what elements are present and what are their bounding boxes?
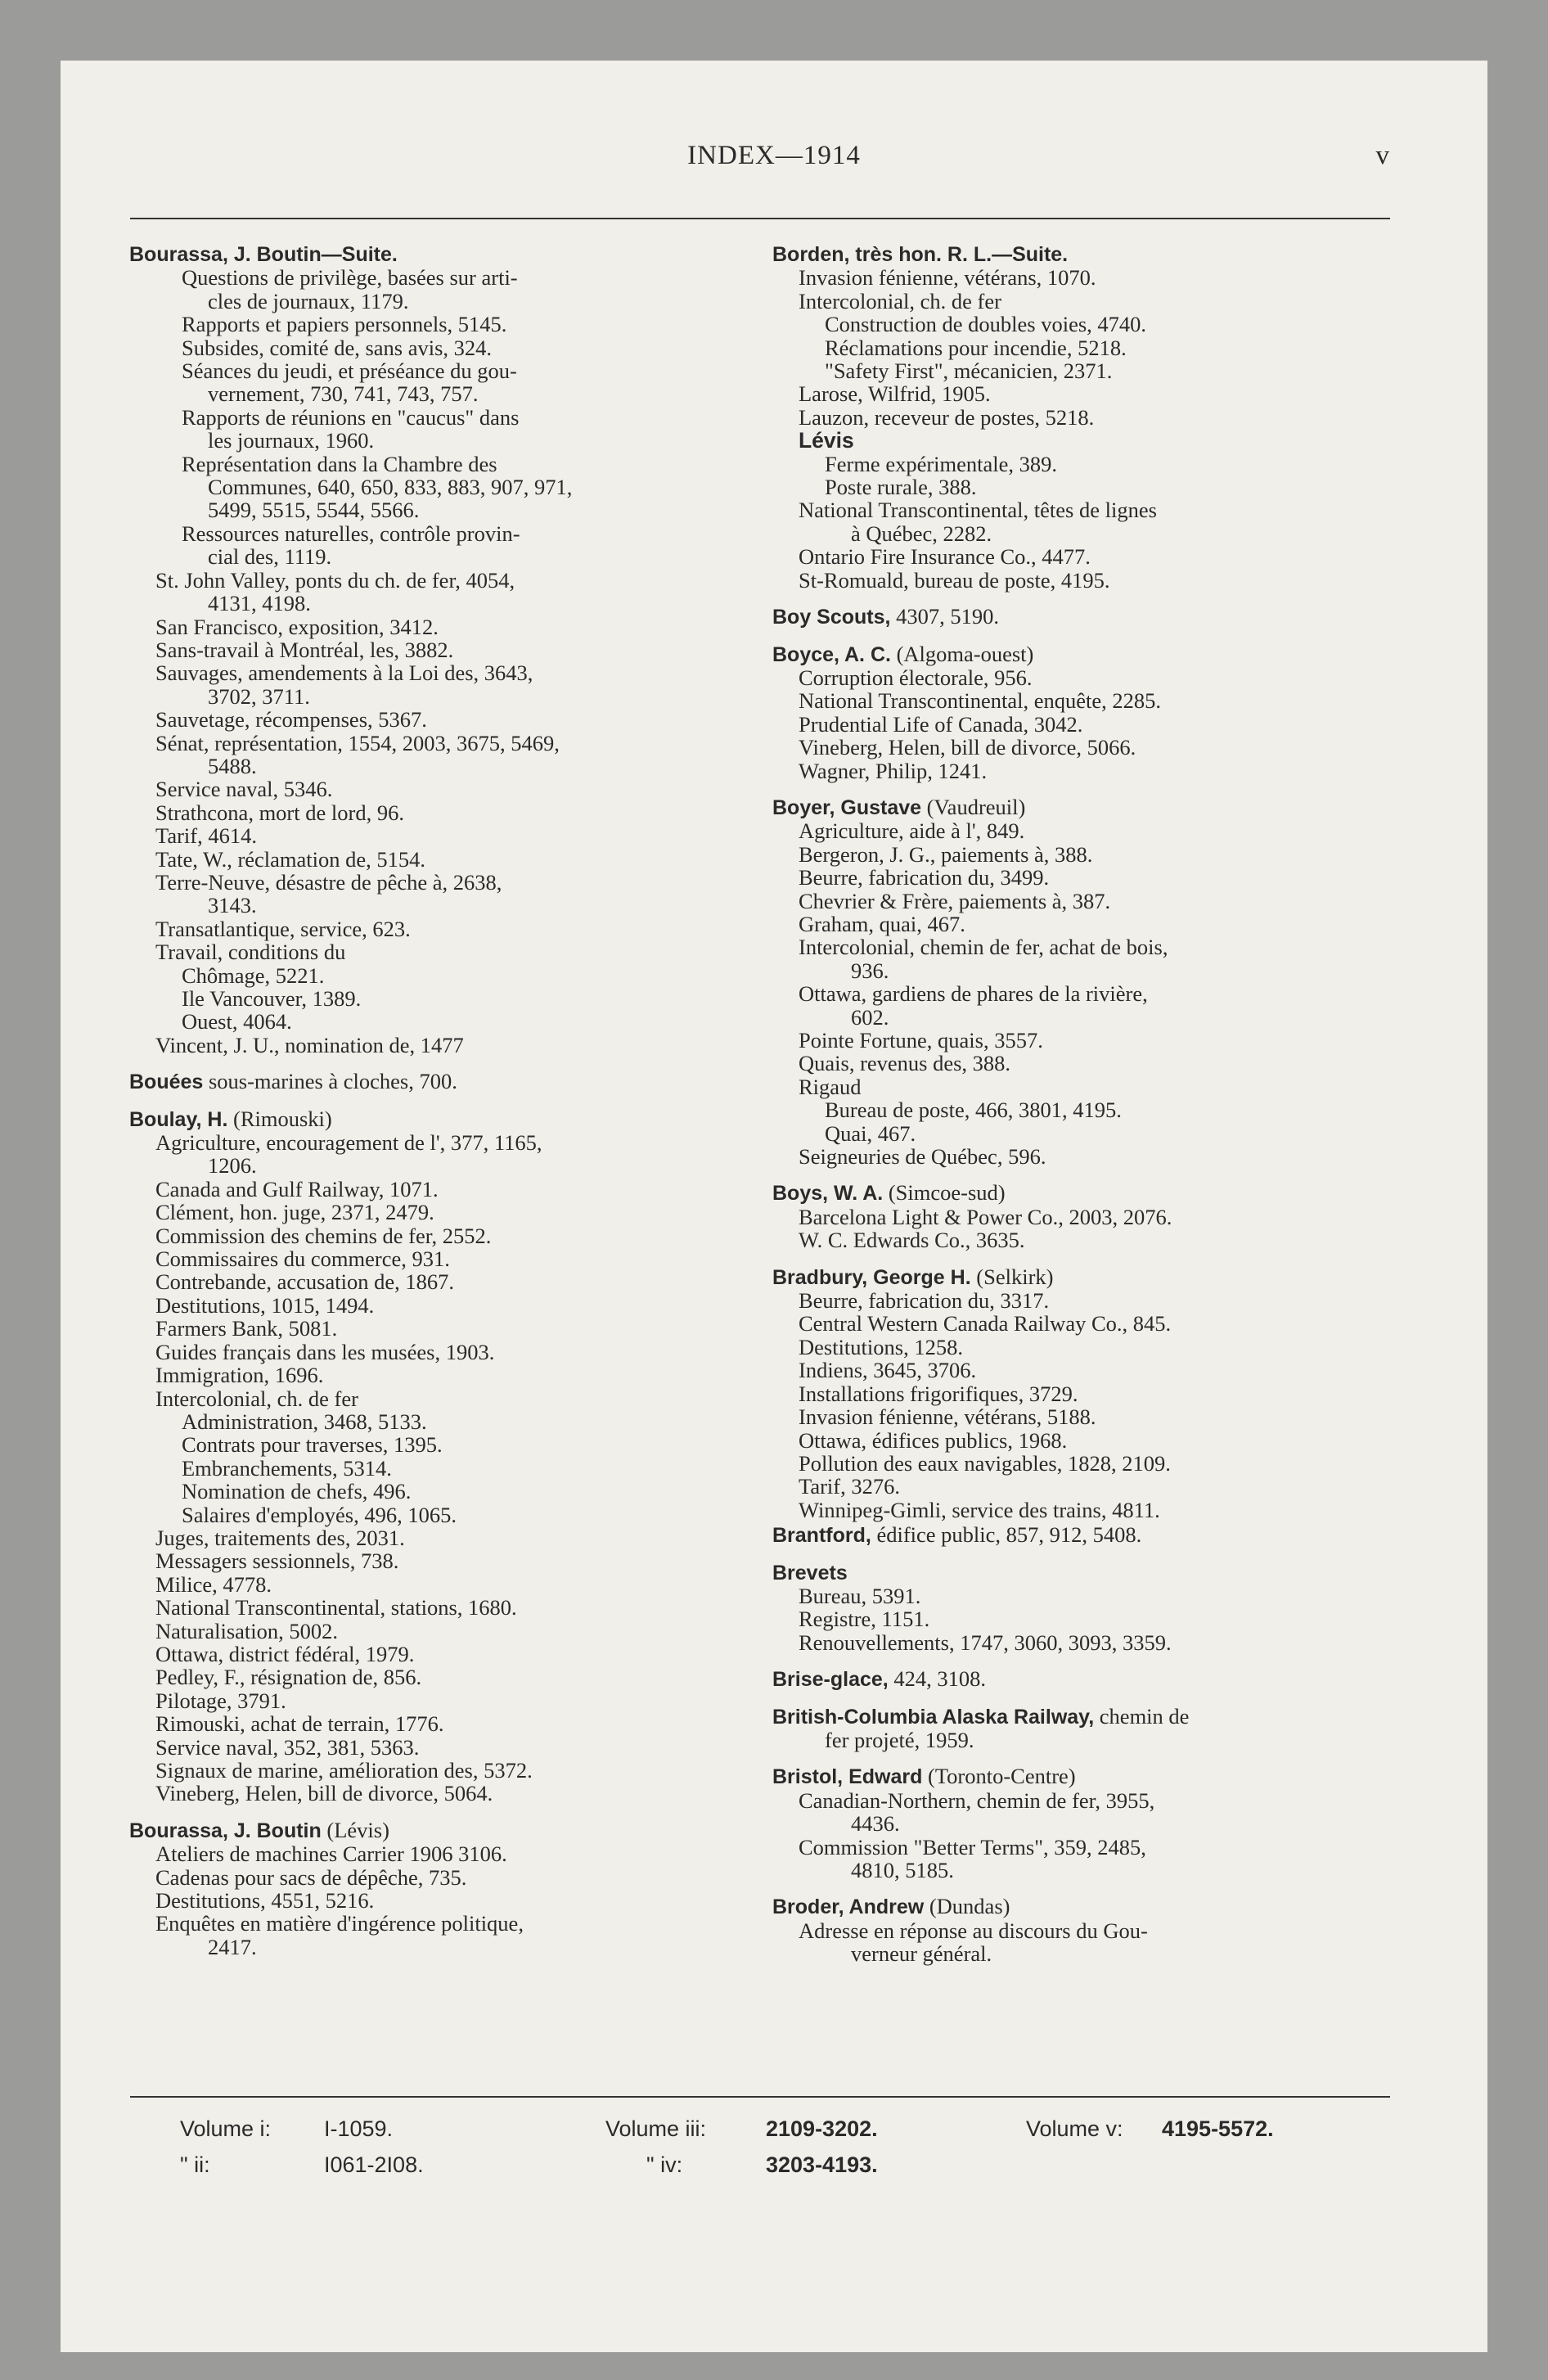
entry-qualifier: (Toronto-Centre) [922, 1764, 1076, 1789]
entry-subline: Graham, quai, 467. [799, 911, 965, 936]
entry-subline: Construction de doubles voies, 4740. [825, 312, 1147, 337]
index-entry [129, 1070, 759, 1093]
page-header [61, 141, 1487, 182]
index-entry [772, 1523, 1427, 1547]
entry-name: Brevets [772, 1561, 848, 1584]
entry-subline: Vineberg, Helen, bill de divorce, 5066. [799, 735, 1136, 760]
entry-qualifier: (Algoma-ouest) [890, 641, 1034, 666]
index-entry [772, 1667, 1427, 1691]
entry-subline: Pollution des eaux navigables, 1828, 2109. [799, 1450, 1171, 1476]
entry-subline: National Transcontinental, enquête, 2285. [799, 688, 1162, 714]
entry-subline: Destitutions, 4551, 5216. [155, 1888, 375, 1913]
entry-heading [129, 242, 759, 266]
entry-name: Borden, très hon. R. L.—Suite. [772, 243, 1069, 266]
index-entry [129, 1107, 759, 1805]
entry-subline: St. John Valley, ponts du ch. de fer, 4054, [155, 567, 515, 593]
entry-subline: Beurre, fabrication du, 3317. [799, 1288, 1050, 1314]
entry-subline: Indiens, 3645, 3706. [799, 1358, 977, 1383]
entry-subline: Service naval, 5346. [155, 777, 333, 802]
entry-heading [772, 1765, 1427, 1788]
entry-subline: Travail, conditions du [155, 940, 346, 965]
entry-subline: Questions de privilège, basées sur arti- [182, 265, 518, 291]
entry-subline: Agriculture, aide à l', 849. [799, 818, 1025, 844]
entry-subline: Lauzon, receveur de postes, 5218. [799, 404, 1095, 430]
entry-subline: Intercolonial, ch. de fer [799, 288, 1001, 313]
volume-3-label: Volume iii: [605, 2116, 707, 2141]
entry-subline: Chevrier & Frère, paiements à, 387. [799, 888, 1111, 913]
entry-subline: Ouest, 4064. [182, 1009, 292, 1034]
entry-subline: Réclamations pour incendie, 5218. [825, 335, 1127, 360]
entry-subline: Messagers sessionnels, 738. [155, 1548, 399, 1574]
entry-subline: cles de journaux, 1179. [208, 288, 409, 313]
entry-heading [772, 796, 1427, 819]
left-column [129, 242, 759, 1972]
entry-subline: Ottawa, édifices publics, 1968. [799, 1427, 1068, 1453]
volume-4-label: " iv: [646, 2152, 683, 2177]
entry-subline: Bureau de poste, 466, 3801, 4195. [825, 1098, 1122, 1123]
entry-subline: Destitutions, 1015, 1494. [155, 1292, 375, 1318]
entry-name: Bouées [129, 1071, 204, 1094]
entry-subline: Installations frigorifiques, 3729. [799, 1381, 1078, 1406]
volume-5-range: 4195-5572. [1162, 2116, 1274, 2141]
entry-subline: Canada and Gulf Railway, 1071. [155, 1176, 439, 1201]
entry-subline: Sauvetage, récompenses, 5367. [155, 707, 427, 732]
entry-subline: Vineberg, Helen, bill de divorce, 5064. [155, 1781, 493, 1806]
volume-2-range: I061-2I08. [324, 2152, 424, 2177]
entry-subline: Adresse en réponse au discours du Gou- [799, 1918, 1148, 1943]
index-entry [772, 242, 1427, 592]
entry-subline: Signaux de marine, amélioration des, 5372. [155, 1758, 533, 1783]
entry-subline: à Québec, 2282. [851, 521, 992, 546]
entry-subline: Destitutions, 1258. [799, 1334, 963, 1359]
entry-subline: Bergeron, J. G., paiements à, 388. [799, 841, 1093, 867]
entry-heading [772, 1181, 1427, 1205]
entry-subline: fer projeté, 1959. [825, 1727, 974, 1752]
entry-subline: Quais, revenus des, 388. [799, 1051, 1011, 1076]
entry-subline: Rapports de réunions en "caucus" dans [182, 404, 520, 430]
entry-subline: Central Western Canada Railway Co., 845. [799, 1311, 1172, 1336]
entry-subline: Quai, 467. [825, 1120, 916, 1146]
entry-heading [772, 1561, 1427, 1584]
entry-heading [772, 1667, 1427, 1691]
entry-subline: Bureau, 5391. [799, 1583, 921, 1608]
entry-subline: Ontario Fire Insurance Co., 4477. [799, 544, 1091, 570]
entry-subline: Immigration, 1696. [155, 1363, 324, 1388]
entry-subline: Wagner, Philip, 1241. [799, 758, 988, 783]
entry-subline: Beurre, fabrication du, 3499. [799, 865, 1050, 890]
index-page [61, 61, 1487, 2352]
entry-qualifier: (Rimouski) [227, 1106, 332, 1131]
entry-subline: St-Romuald, bureau de poste, 4195. [799, 567, 1110, 593]
entry-name: Boyce, A. C. [772, 642, 891, 666]
entry-subline: Commission "Better Terms", 359, 2485, [799, 1834, 1146, 1859]
entry-subline: Juges, traitements des, 2031. [155, 1525, 405, 1550]
entry-subline: 5499, 5515, 5544, 5566. [208, 498, 420, 523]
entry-heading [772, 642, 1427, 666]
entry-subline: Communes, 640, 650, 833, 883, 907, 971, [208, 475, 573, 500]
entry-subline: les journaux, 1960. [208, 428, 375, 453]
entry-subline: Naturalisation, 5002. [155, 1618, 338, 1643]
entry-name: Bristol, Edward [772, 1765, 923, 1789]
entry-subline: Pedley, F., résignation de, 856. [155, 1665, 422, 1690]
entry-subline: Cadenas pour sacs de dépêche, 735. [155, 1864, 467, 1890]
entry-subline: cial des, 1119. [208, 544, 332, 570]
entry-name: Brantford, [772, 1524, 871, 1548]
index-entry [129, 1819, 759, 1959]
entry-subline: Intercolonial, ch. de fer [155, 1386, 358, 1411]
entry-subline: Tarif, 3276. [799, 1474, 900, 1499]
entry-subline: Renouvellements, 1747, 3060, 3093, 3359. [799, 1629, 1172, 1655]
entry-heading [772, 1895, 1427, 1918]
entry-subline: Prudential Life of Canada, 3042. [799, 711, 1083, 737]
entry-subline: Administration, 3468, 5133. [182, 1409, 427, 1434]
entry-subline: Strathcona, mort de lord, 96. [155, 800, 404, 825]
entry-subline: 3143. [208, 893, 257, 918]
volume-legend [61, 2116, 1487, 2190]
entry-subline: 4810, 5185. [851, 1858, 954, 1882]
entry-subline: Service naval, 352, 381, 5363. [155, 1734, 420, 1760]
entry-qualifier: sous-marines à cloches, 700. [203, 1069, 457, 1094]
entry-subline: Chômage, 5221. [182, 962, 325, 988]
entry-name: Bradbury, George H. [772, 1265, 971, 1289]
entry-subline: Sans-travail à Montréal, les, 3882. [155, 637, 454, 662]
entry-heading [129, 1819, 759, 1842]
entry-subline: Ottawa, district fédéral, 1979. [155, 1641, 415, 1666]
entry-subline: Ressources naturelles, contrôle provin- [182, 521, 520, 546]
entry-heading [772, 1265, 1427, 1289]
entry-subline: Séances du jeudi, et préséance du gou- [182, 358, 517, 384]
entry-name: Boulay, H. [129, 1107, 228, 1131]
entry-name: Bourassa, J. Boutin—Suite. [129, 243, 398, 266]
page-title: INDEX—1914 [687, 141, 861, 170]
header-rule [130, 218, 1390, 219]
entry-name: British-Columbia Alaska Railway, [772, 1705, 1095, 1729]
entry-subline: Farmers Bank, 5081. [155, 1316, 338, 1341]
index-entry [772, 1705, 1427, 1752]
entry-subline: Subsides, comité de, sans avis, 324. [182, 335, 493, 360]
entry-subline: W. C. Edwards Co., 3635. [799, 1228, 1025, 1253]
entry-subline: Embranchements, 5314. [182, 1455, 392, 1481]
entry-subline: Seigneuries de Québec, 596. [799, 1144, 1046, 1170]
volume-2-label: " ii: [180, 2152, 210, 2177]
entry-subline: Barcelona Light & Power Co., 2003, 2076. [799, 1204, 1172, 1229]
entry-qualifier: (Dundas) [924, 1894, 1010, 1919]
entry-subline: Ile Vancouver, 1389. [182, 986, 362, 1011]
entry-subline: Larose, Wilfrid, 1905. [799, 381, 991, 407]
entry-name: Broder, Andrew [772, 1895, 925, 1919]
entry-subline: Ottawa, gardiens de phares de la rivière, [799, 981, 1148, 1007]
entry-subline: Intercolonial, chemin de fer, achat de bois, [799, 935, 1168, 960]
entry-subline: Sénat, représentation, 1554, 2003, 3675, 5469, [155, 730, 560, 755]
entry-name: Boys, W. A. [772, 1182, 884, 1206]
entry-subline: Invasion fénienne, vétérans, 1070. [799, 265, 1096, 291]
entry-subline: Winnipeg-Gimli, service des trains, 4811. [799, 1497, 1160, 1522]
volume-1-label: Volume i: [180, 2116, 272, 2141]
entry-subline: 4436. [851, 1811, 900, 1837]
index-entry [772, 1181, 1427, 1251]
entry-subline: verneur général. [851, 1941, 992, 1967]
entry-subline: Tarif, 4614. [155, 823, 257, 849]
entry-subline: Nomination de chefs, 496. [182, 1479, 412, 1504]
entry-qualifier: (Lévis) [321, 1817, 389, 1842]
entry-subline: Enquêtes en matière d'ingérence politique, [155, 1911, 524, 1936]
entry-subline: 3702, 3711. [208, 683, 310, 709]
entry-subline: Registre, 1151. [799, 1607, 930, 1632]
entry-heading [129, 1107, 759, 1131]
entry-subline: Commissaires du commerce, 931. [155, 1246, 450, 1272]
volume-4-range: 3203-4193. [766, 2152, 878, 2177]
entry-subline: 5488. [208, 753, 257, 778]
entry-qualifier: chemin de [1094, 1703, 1190, 1729]
entry-name: Bourassa, J. Boutin [129, 1819, 322, 1842]
index-entry [772, 1265, 1427, 1521]
volume-1-range: I-1059. [324, 2116, 394, 2141]
entry-subline: Rimouski, achat de terrain, 1776. [155, 1711, 444, 1737]
entry-subline: Ateliers de machines Carrier 1906 3106. [155, 1841, 507, 1867]
entry-subline: Contrebande, accusation de, 1867. [155, 1269, 454, 1295]
entry-subline: Agriculture, encouragement de l', 377, 1165, [155, 1130, 542, 1156]
entry-heading [772, 1523, 1427, 1547]
entry-subline: 2417. [208, 1934, 257, 1959]
entry-subline: Milice, 4778. [155, 1571, 272, 1597]
index-entry [772, 1895, 1427, 1965]
entry-subline: Pilotage, 3791. [155, 1688, 286, 1713]
entry-subline: Représentation dans la Chambre des [182, 451, 497, 476]
entry-subline: San Francisco, exposition, 3412. [155, 614, 439, 639]
entry-subline: vernement, 730, 741, 743, 757. [208, 381, 479, 407]
entry-subline: Poste rurale, 388. [825, 475, 977, 500]
entry-subline: Contrats pour traverses, 1395. [182, 1432, 443, 1458]
footer-rule [130, 2096, 1390, 2098]
entry-qualifier: (Simcoe-sud) [883, 1180, 1006, 1206]
right-column [772, 242, 1427, 1979]
index-entry [129, 242, 759, 1057]
index-entry [772, 642, 1427, 782]
entry-subline: Transatlantique, service, 623. [155, 916, 411, 941]
entry-subline: Corruption électorale, 956. [799, 665, 1033, 690]
entry-qualifier: édifice public, 857, 912, 5408. [871, 1522, 1142, 1548]
entry-subline: Pointe Fortune, quais, 3557. [799, 1028, 1043, 1053]
entry-subline: Guides français dans les musées, 1903. [155, 1339, 495, 1364]
entry-subline: Canadian-Northern, chemin de fer, 3955, [799, 1787, 1155, 1813]
entry-subline: Terre-Neuve, désastre de pêche à, 2638, [155, 869, 502, 895]
entry-heading [772, 605, 1427, 629]
entry-subline: Commission des chemins de fer, 2552. [155, 1223, 492, 1248]
entry-subline: 936. [851, 958, 889, 983]
entry-subline: Invasion fénienne, vétérans, 5188. [799, 1404, 1096, 1430]
entry-qualifier: 4307, 5190. [890, 604, 999, 629]
entry-subline: Lévis [799, 428, 854, 453]
entry-name: Boy Scouts, [772, 606, 891, 629]
entry-qualifier: (Selkirk) [970, 1264, 1054, 1289]
entry-name: Brise-glace, [772, 1668, 889, 1692]
entry-qualifier: (Vaudreuil) [921, 794, 1026, 819]
entry-heading [772, 242, 1427, 266]
entry-subline: 1206. [208, 1153, 257, 1179]
entry-subline: Sauvages, amendements à la Loi des, 3643, [155, 660, 533, 686]
entry-subline: Salaires d'employés, 496, 1065. [182, 1502, 457, 1527]
entry-qualifier: 424, 3108. [888, 1666, 986, 1692]
entry-subline: Ferme expérimentale, 389. [825, 451, 1058, 476]
index-entry [772, 605, 1427, 629]
index-entry [772, 796, 1427, 1169]
entry-subline: "Safety First", mécanicien, 2371. [825, 358, 1113, 384]
page-number: v [1375, 141, 1389, 170]
entry-subline: Vincent, J. U., nomination de, 1477 [155, 1032, 464, 1057]
entry-subline: 4131, 4198. [208, 591, 311, 616]
entry-subline: Tate, W., réclamation de, 5154. [155, 846, 426, 872]
volume-5-label: Volume v: [1026, 2116, 1123, 2141]
entry-heading [129, 1070, 759, 1093]
entry-subline: 602. [851, 1004, 889, 1030]
index-entry [772, 1765, 1427, 1882]
entry-subline: National Transcontinental, stations, 1680. [155, 1595, 517, 1620]
entry-subline: Clément, hon. juge, 2371, 2479. [155, 1200, 434, 1225]
entry-name: Boyer, Gustave [772, 796, 922, 819]
entry-heading [772, 1705, 1427, 1729]
entry-subline: Rigaud [799, 1074, 862, 1099]
entry-subline: Rapports et papiers personnels, 5145. [182, 312, 507, 337]
entry-subline: National Transcontinental, têtes de lignes [799, 498, 1157, 523]
volume-3-range: 2109-3202. [766, 2116, 878, 2141]
index-entry [772, 1561, 1427, 1655]
